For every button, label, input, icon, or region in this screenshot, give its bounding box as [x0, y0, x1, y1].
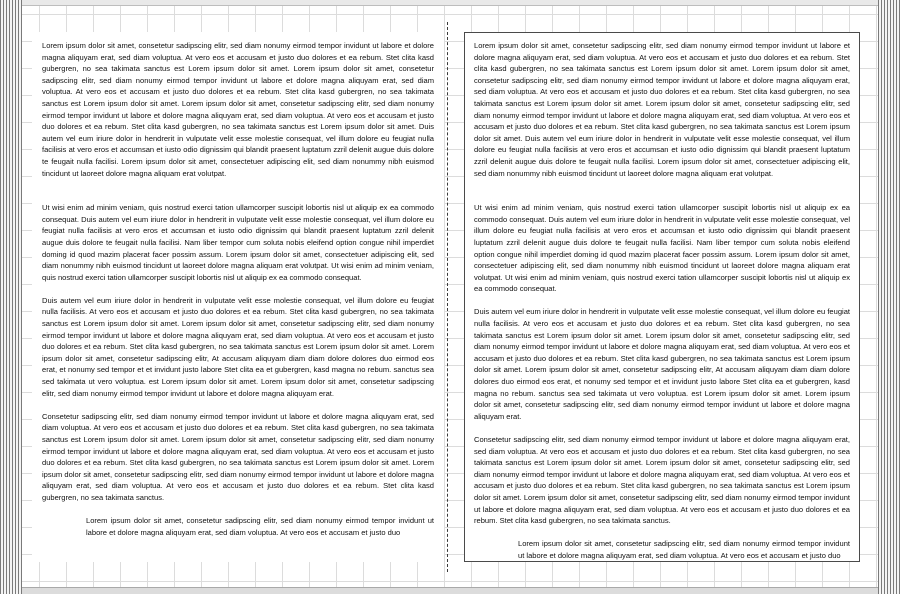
right-page-text-frame[interactable]	[474, 40, 850, 562]
left-page-text-frame[interactable]	[42, 40, 434, 538]
left-paragraph-5[interactable]: Lorem ipsum dolor sit amet, consetetur sadipscing elitr, sed diam nonumy eirmod tempor invidunt ut labore et dolore magna aliquyam erat, sed diam voluptua. At vero eos et accusam et justo duo	[86, 516, 434, 537]
spread-gutter-guide[interactable]	[447, 22, 448, 572]
left-margin-ruler	[0, 0, 22, 594]
right-paragraph-4[interactable]: Consetetur sadipscing elitr, sed diam nonumy eirmod tempor invidunt ut labore et dolore magna aliquyam erat, sed diam voluptua. At vero eos et accusam et justo duo dolores et ea rebum. Stet clita kasd gubergren, no sea takimata sanctus est Lorem ipsum dolor sit amet. Lorem ipsum dolor sit amet, consetetur sadipscing elitr, sed diam nonumy eirmod tempor invidunt ut labore et dolore magna aliquyam erat, sed diam voluptua. At vero eos et accusam et justo duo dolores et ea rebum. Stet clita kasd gubergren, no sea takimata sanctus est Lorem ipsum dolor sit amet. Lorem ipsum dolor sit amet, consetetur sadipscing elitr, sed diam nonumy eirmod tempor invidunt ut labore et dolore magna aliquyam erat, sed diam voluptua. At vero eos et accusam et justo duo dolores et ea rebum. Stet clita kasd gubergren, no sea takimata sanctus.	[474, 435, 850, 526]
right-paragraph-5[interactable]: Lorem ipsum dolor sit amet, consetetur sadipscing elitr, sed diam nonumy eirmod tempor invidunt ut labore et dolore magna aliquyam erat, sed diam voluptua. At vero eos et accusam et justo duo	[518, 539, 850, 560]
right-margin-ruler	[878, 0, 900, 594]
left-paragraph-3[interactable]: Duis autem vel eum iriure dolor in hendrerit in vulputate velit esse molestie consequat, vel illum dolore eu feugiat nulla facilisis. At vero eos et accusam et justo duo dolores et ea rebum. Stet clita kasd gubergren, no sea takimata sanctus est Lorem ipsum dolor sit amet. Lorem ipsum dolor sit amet, consetetur sadipscing elitr, sed diam nonumy eirmod tempor invidunt ut labore et dolore magna aliquyam erat, sed diam voluptua. At vero eos et accusam et justo duo dolores et ea rebum. Stet clita kasd gubergren, no sea takimata sanctus est Lorem ipsum dolor sit amet. Lorem ipsum dolor sit amet, consetetur sadipscing elitr, At accusam aliquyam diam diam dolore dolores duo eirmod eos erat, et nonumy sed tempor et et invidunt justo labore Stet clita ea et gubergren, kasd magna no rebum. sanctus sea sed takimata ut vero voluptua. est Lorem ipsum dolor sit amet. Lorem ipsum dolor sit amet, consetetur sadipscing elitr, sed diam nonumy eirmod tempor invidunt ut labore et dolore magna aliquyam erat.	[42, 295, 434, 398]
right-paragraph-3[interactable]: Duis autem vel eum iriure dolor in hendrerit in vulputate velit esse molestie consequat, vel illum dolore eu feugiat nulla facilisis. At vero eos et accusam et justo duo dolores et ea rebum. Stet clita kasd gubergren, no sea takimata sanctus est Lorem ipsum dolor sit amet. Lorem ipsum dolor sit amet, consetetur sadipscing elitr, sed diam nonumy eirmod tempor invidunt ut labore et dolore magna aliquyam erat, sed diam voluptua. At vero eos et accusam et justo duo dolores et ea rebum. Stet clita kasd gubergren, no sea takimata sanctus est Lorem ipsum dolor sit amet. Lorem ipsum dolor sit amet, consetetur sadipscing elitr, At accusam aliquyam diam diam dolore dolores duo eirmod eos erat, et nonumy sed tempor et et invidunt justo labore Stet clita ea et gubergren, kasd magna no rebum. sanctus sea sed takimata ut vero voluptua. est Lorem ipsum dolor sit amet. Lorem ipsum dolor sit amet, consetetur sadipscing elitr, sed diam nonumy eirmod tempor invidunt ut labore et dolore magna aliquyam erat.	[474, 307, 850, 421]
left-paragraph-1[interactable]: Lorem ipsum dolor sit amet, consetetur sadipscing elitr, sed diam nonumy eirmod tempor invidunt ut labore et dolore magna aliquyam erat, sed diam voluptua. At vero eos et accusam et justo duo dolores et ea rebum. Stet clita kasd gubergren, no sea takimata sanctus est Lorem ipsum dolor sit amet. Lorem ipsum dolor sit amet, consetetur sadipscing elitr, sed diam nonumy eirmod tempor invidunt ut labore et dolore magna aliquyam erat, sed diam voluptua. At vero eos et accusam et justo duo dolores et ea rebum. Stet clita kasd gubergren, no sea takimata sanctus est Lorem ipsum dolor sit amet. Lorem ipsum dolor sit amet, consetetur sadipscing elitr, sed diam nonumy eirmod tempor invidunt ut labore et dolore magna aliquyam erat, sed diam voluptua. At vero eos et accusam et justo duo dolores et ea rebum. Stet clita kasd gubergren, no sea takimata sanctus est Lorem ipsum dolor sit amet. Duis autem vel eum iriure dolor in hendrerit in vulputate velit esse molestie consequat, vel illum dolore eu feugiat nulla facilisis at vero eros et accumsan et iusto odio dignissim qui blandit praesent luptatum zzril delenit augue duis dolore te feugait nulla facilisi. Lorem ipsum dolor sit amet, consectetuer adipiscing elit, sed diam nonummy nibh euismod tincidunt ut laoreet dolore magna aliquam erat volutpat.	[42, 41, 434, 178]
right-page[interactable]	[464, 32, 860, 562]
right-paragraph-2[interactable]: Ut wisi enim ad minim veniam, quis nostrud exerci tation ullamcorper suscipit lobortis nisl ut aliquip ex ea commodo consequat. Duis autem vel eum iriure dolor in hendrerit in vulputate velit esse molestie consequat, vel illum dolore eu feugiat nulla facilisis at vero eros et accumsan et iusto odio dignissim qui blandit praesent luptatum zzril delenit augue duis dolore te feugait nulla facilisi. Nam liber tempor cum soluta nobis eleifend option congue nihil imperdiet doming id quod mazim placerat facer possim assum. Lorem ipsum dolor sit amet, consectetuer adipiscing elit, sed diam nonummy nibh euismod tincidunt ut laoreet dolore magna aliquam erat volutpat. Ut wisi enim ad minim veniam, quis nostrud exerci tation ullamcorper suscipit lobortis nisl ut aliquip ex ea commodo consequat.	[474, 203, 850, 294]
right-paragraph-1[interactable]: Lorem ipsum dolor sit amet, consetetur sadipscing elitr, sed diam nonumy eirmod tempor invidunt ut labore et dolore magna aliquyam erat, sed diam voluptua. At vero eos et accusam et justo duo dolores et ea rebum. Stet clita kasd gubergren, no sea takimata sanctus est Lorem ipsum dolor sit amet. Lorem ipsum dolor sit amet, consetetur sadipscing elitr, sed diam nonumy eirmod tempor invidunt ut labore et dolore magna aliquyam erat, sed diam voluptua. At vero eos et accusam et justo duo dolores et ea rebum. Stet clita kasd gubergren, no sea takimata sanctus est Lorem ipsum dolor sit amet. Lorem ipsum dolor sit amet, consetetur sadipscing elitr, sed diam nonumy eirmod tempor invidunt ut labore et dolore magna aliquyam erat, sed diam voluptua. At vero eos et accusam et justo duo dolores et ea rebum. Stet clita kasd gubergren, no sea takimata sanctus est Lorem ipsum dolor sit amet. Duis autem vel eum iriure dolor in hendrerit in vulputate velit esse molestie consequat, vel illum dolore eu feugiat nulla facilisis at vero eros et accumsan et iusto odio dignissim qui blandit praesent luptatum zzril delenit augue duis dolore te feugait nulla facilisi. Lorem ipsum dolor sit amet, consectetuer adipiscing elit, sed diam nonummy nibh euismod tincidunt ut laoreet dolore magna aliquam erat volutpat.	[474, 41, 850, 178]
left-paragraph-4[interactable]: Consetetur sadipscing elitr, sed diam nonumy eirmod tempor invidunt ut labore et dolore magna aliquyam erat, sed diam voluptua. At vero eos et accusam et justo duo dolores et ea rebum. Stet clita kasd gubergren, no sea takimata sanctus est Lorem ipsum dolor sit amet. Lorem ipsum dolor sit amet, consetetur sadipscing elitr, sed diam nonumy eirmod tempor invidunt ut labore et dolore magna aliquyam erat, sed diam voluptua. At vero eos et accusam et justo duo dolores et ea rebum. Stet clita kasd gubergren, no sea takimata sanctus est Lorem ipsum dolor sit amet. Lorem ipsum dolor sit amet, consetetur sadipscing elitr, sed diam nonumy eirmod tempor invidunt ut labore et dolore magna aliquyam erat, sed diam voluptua. At vero eos et accusam et justo duo dolores et ea rebum. Stet clita kasd gubergren, no sea takimata sanctus.	[42, 411, 434, 502]
bottom-edge-bar	[22, 587, 878, 594]
left-paragraph-2[interactable]: Ut wisi enim ad minim veniam, quis nostrud exerci tation ullamcorper suscipit lobortis nisl ut aliquip ex ea commodo consequat. Duis autem vel eum iriure dolor in hendrerit in vulputate velit esse molestie consequat, vel illum dolore eu feugiat nulla facilisis at vero eros et accumsan et iusto odio dignissim qui blandit praesent luptatum zzril delenit augue duis dolore te feugait nulla facilisi. Nam liber tempor cum soluta nobis eleifend option congue nihil imperdiet doming id quod mazim placerat facer possim assum. Lorem ipsum dolor sit amet, consectetuer adipiscing elit, sed diam nonummy nibh euismod tincidunt ut laoreet dolore magna aliquam erat volutpat. Ut wisi enim ad minim veniam, quis nostrud exerci tation ullamcorper suscipit lobortis nisl ut aliquip ex ea commodo consequat.	[42, 203, 434, 282]
top-edge-bar	[22, 0, 878, 6]
left-page[interactable]	[32, 32, 444, 562]
